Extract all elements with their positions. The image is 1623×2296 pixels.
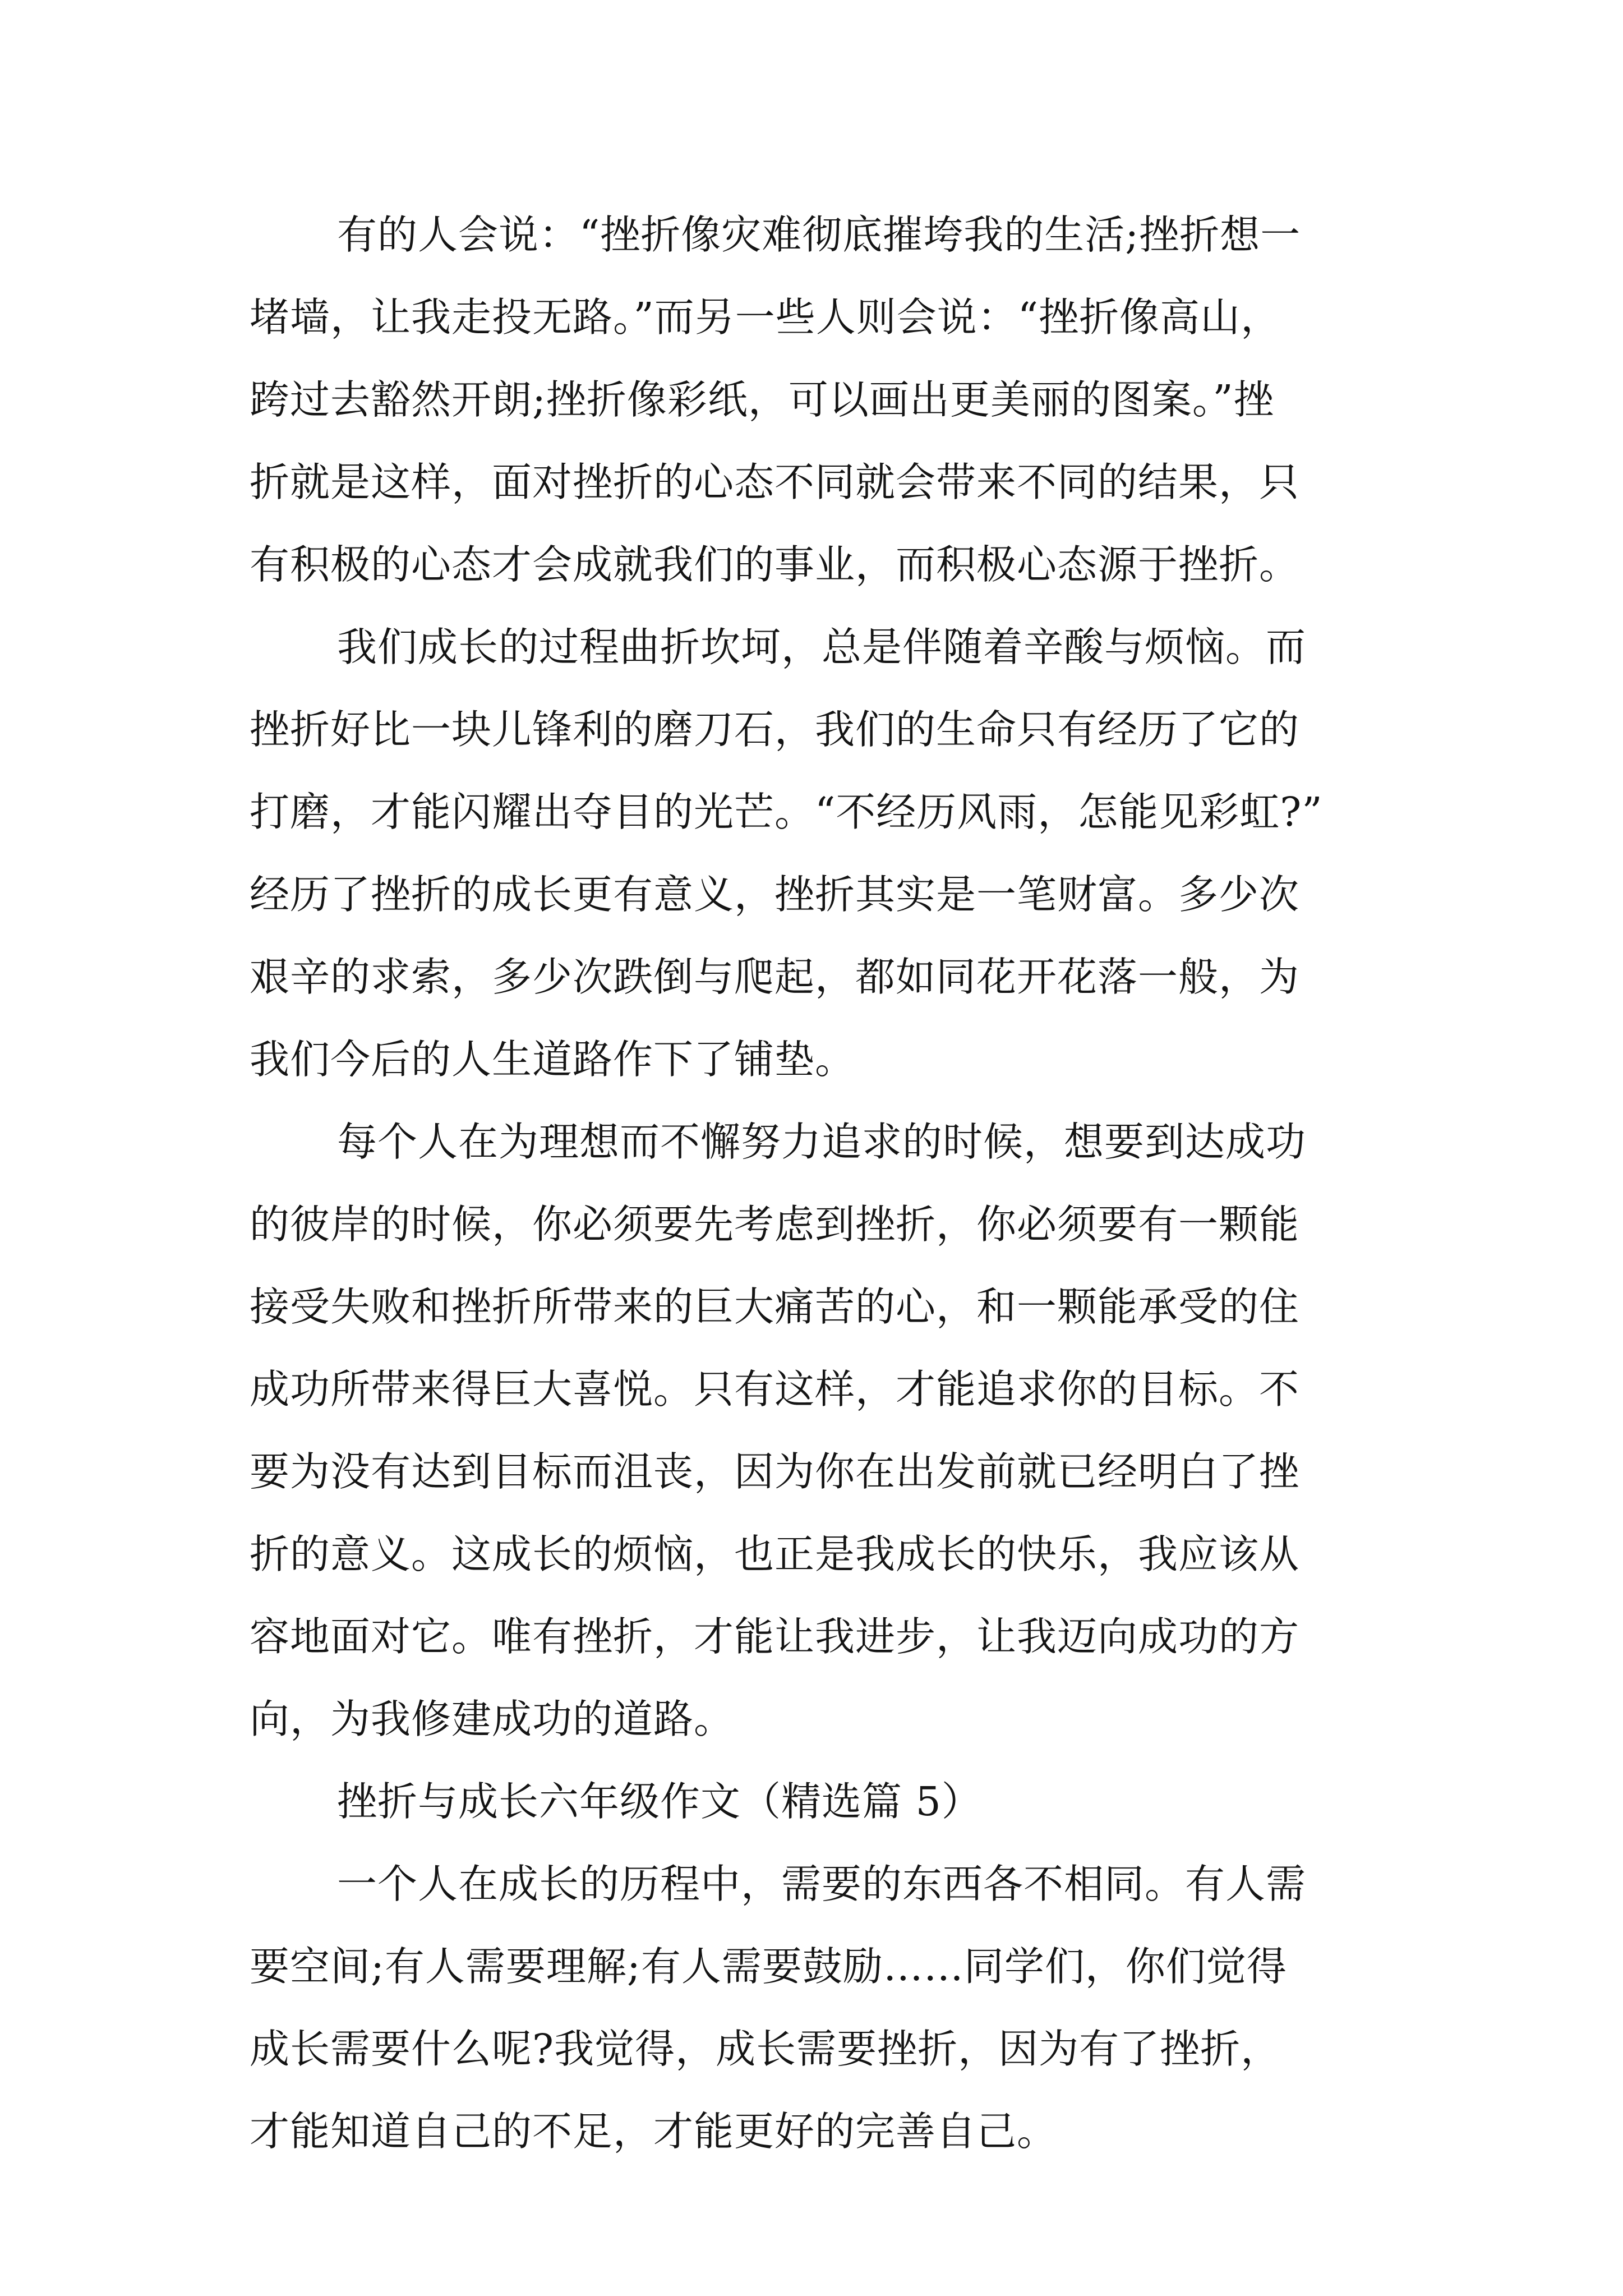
paragraph-2-line-5: 艰辛的求索，多少次跌倒与爬起，都如同花开花落一般，为 (250, 954, 1300, 1000)
paragraph-2-line-2: 挫折好比一块儿锋利的磨刀石，我们的生命只有经历了它的 (250, 706, 1300, 753)
paragraph-2-line-1: 我们成长的过程曲折坎坷，总是伴随着辛酸与烦恼。而 (337, 624, 1307, 670)
paragraph-3-line-3: 接受失败和挫折所带来的巨大痛苦的心，和一颗能承受的住 (250, 1283, 1300, 1330)
paragraph-3-line-1: 每个人在为理想而不懈努力追求的时候，想要到达成功 (337, 1119, 1307, 1165)
paragraph-3-line-2: 的彼岸的时候，你必须要先考虑到挫折，你必须要有一颗能 (250, 1201, 1300, 1248)
paragraph-3-line-4: 成功所带来得巨大喜悦。只有这样，才能追求你的目标。不 (250, 1366, 1300, 1412)
paragraph-2-line-6: 我们今后的人生道路作下了铺垫。 (250, 1036, 856, 1083)
paragraph-2-line-3: 打磨，才能闪耀出夺目的光芒。“不经历风雨，怎能见彩虹?” (250, 789, 1323, 835)
paragraph-1-line-1: 有的人会说：“挫折像灾难彻底摧垮我的生活;挫折想一 (337, 211, 1301, 258)
paragraph-1-line-2: 堵墙，让我走投无路。”而另一些人则会说：“挫折像高山， (250, 294, 1281, 341)
paragraph-3-line-6: 折的意义。这成长的烦恼，也正是我成长的快乐，我应该从 (250, 1531, 1300, 1577)
essay-body (250, 194, 1388, 2173)
paragraph-1-line-5: 有积极的心态才会成就我们的事业，而积极心态源于挫折。 (250, 541, 1300, 588)
paragraph-1-line-3: 跨过去豁然开朗;挫折像彩纸，可以画出更美丽的图案。”挫 (250, 376, 1274, 423)
paragraph-3-line-8: 向，为我修建成功的道路。 (250, 1696, 735, 1742)
paragraph-2-line-4: 经历了挫折的成长更有意义，挫折其实是一笔财富。多少次 (250, 871, 1300, 918)
paragraph-3-line-5: 要为没有达到目标而沮丧，因为你在出发前就已经明白了挫 (250, 1448, 1300, 1495)
paragraph-4-line-4: 才能知道自己的不足，才能更好的完善自己。 (250, 2108, 1058, 2155)
section-heading: 挫折与成长六年级作文（精选篇 5） (337, 1778, 982, 1825)
paragraph-4-line-2: 要空间;有人需要理解;有人需要鼓励……同学们，你们觉得 (250, 1943, 1287, 1990)
paragraph-3-line-7: 容地面对它。唯有挫折，才能让我进步，让我迈向成功的方 (250, 1613, 1300, 1660)
paragraph-4-line-3: 成长需要什么呢?我觉得，成长需要挫折，因为有了挫折， (250, 2026, 1281, 2072)
paragraph-4-line-1: 一个人在成长的历程中，需要的东西各不相同。有人需 (337, 1861, 1307, 1907)
paragraph-1-line-4: 折就是这样，面对挫折的心态不同就会带来不同的结果，只 (250, 459, 1300, 505)
